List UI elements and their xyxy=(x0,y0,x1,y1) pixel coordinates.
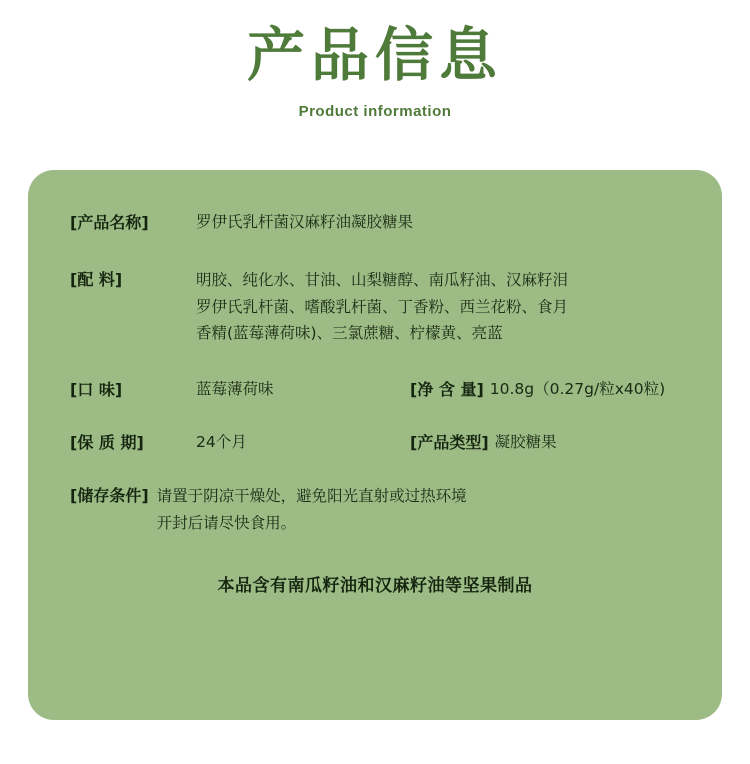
label-storage: [储存条件] xyxy=(70,486,149,506)
value-flavor: 蓝莓薄荷味 xyxy=(196,380,274,399)
product-info-card xyxy=(28,170,722,720)
value-product-name: 罗伊氏乳杆菌汉麻籽油凝胶糖果 xyxy=(196,213,414,231)
label-product-name: [产品名称] xyxy=(70,213,149,232)
label-product-type: [产品类型] xyxy=(410,433,489,453)
ingredients-line: 香精(蓝莓薄荷味)、三氯蔗糖、柠檬黄、亮蓝 xyxy=(196,324,503,343)
value-ingredients xyxy=(196,267,568,347)
row-storage xyxy=(70,483,680,536)
label-shelf-life: [保 质 期] xyxy=(70,433,144,453)
storage-line: 开封后请尽快食用。 xyxy=(156,513,297,532)
ingredients-line: 明胶、纯化水、甘油、山梨糖醇、南瓜籽油、汉麻籽泪 xyxy=(196,271,569,290)
row-ingredients xyxy=(70,267,680,347)
cell-flavor xyxy=(70,377,410,402)
cell-product-type xyxy=(410,430,557,455)
row-product-name xyxy=(70,210,680,235)
value-product-type: 凝胶糖果 xyxy=(494,433,557,452)
page-header xyxy=(0,0,750,120)
allergen-note: 本品含有南瓜籽油和汉麻籽油等坚果制品 xyxy=(217,575,533,596)
cell-shelf-life xyxy=(70,430,410,455)
page-subtitle: Product information xyxy=(298,102,452,120)
cell-net-content xyxy=(410,377,665,402)
value-net-content: 10.8g（0.27g/粒x40粒) xyxy=(489,380,666,399)
label-ingredients: [配 料] xyxy=(70,270,123,290)
label-flavor: [口 味] xyxy=(70,380,123,400)
row-flavor-net-content xyxy=(70,377,680,402)
label-net-content: [净 含 量] xyxy=(410,380,484,400)
row-shelf-life-product-type xyxy=(70,430,680,455)
page-title: 产品信息 xyxy=(246,21,503,89)
value-storage xyxy=(157,483,467,536)
ingredients-line: 罗伊氏乳杆菌、嗜酸乳杆菌、丁香粉、西兰花粉、食月 xyxy=(196,297,569,316)
value-shelf-life: 24个月 xyxy=(196,433,247,452)
storage-line: 请置于阴凉干燥处，避免阳光直射或过热环境 xyxy=(156,487,467,506)
